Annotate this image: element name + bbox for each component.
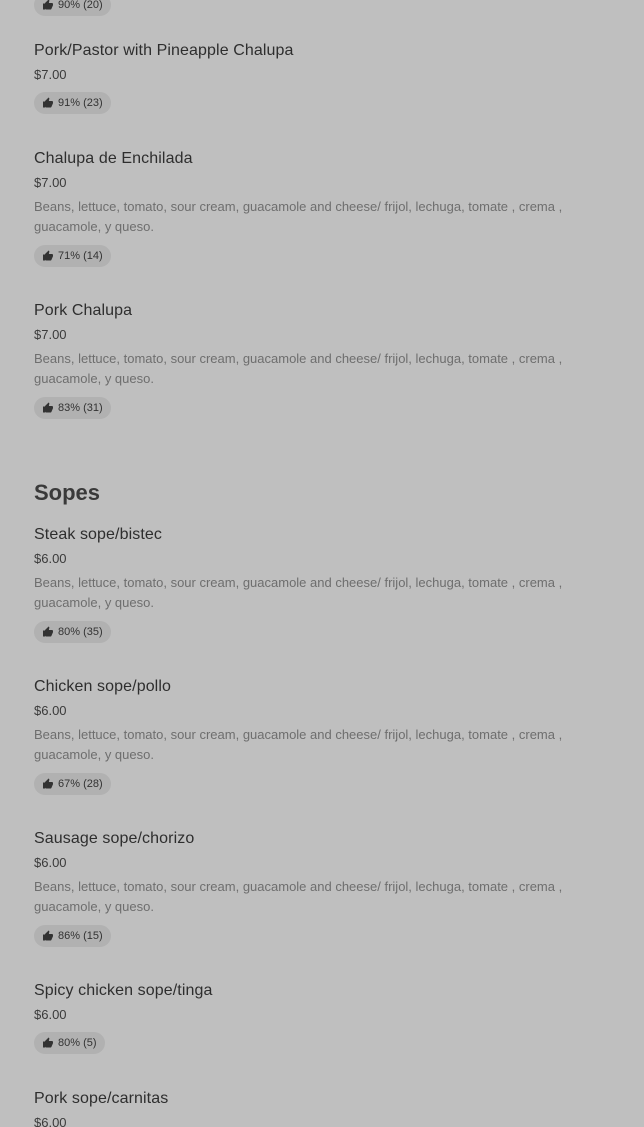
menu-item[interactable] [34, 829, 618, 947]
item-description: Beans, lettuce, tomato, sour cream, guacamole and cheese/ frijol, lechuga, tomate , crema , guacamole, y queso. [34, 351, 563, 386]
thumbs-up-icon [42, 250, 54, 262]
item-price: $6.00 [34, 551, 67, 566]
rating-text: 71% (14) [58, 250, 103, 262]
item-name: Sausage sope/chorizo [34, 830, 195, 847]
item-description: Beans, lettuce, tomato, sour cream, guacamole and cheese/ frijol, lechuga, tomate , crema , guacamole, y queso. [34, 575, 563, 610]
item-name: Steak sope/bistec [34, 526, 162, 543]
rating-badge [34, 621, 111, 643]
rating-badge [34, 397, 111, 419]
item-price: $7.00 [34, 175, 67, 190]
item-price: $7.00 [34, 327, 67, 342]
menu-item[interactable] [34, 149, 618, 267]
item-name: Pork sope/carnitas [34, 1090, 169, 1107]
item-description: Beans, lettuce, tomato, sour cream, guacamole and cheese/ frijol, lechuga, tomate , crema , guacamole, y queso. [34, 199, 563, 234]
item-name: Pork Chalupa [34, 302, 133, 319]
rating-text: 80% (35) [58, 626, 103, 638]
item-price: $6.00 [34, 703, 67, 718]
rating-text: 91% (23) [58, 97, 103, 109]
thumbs-up-icon [42, 97, 54, 109]
item-price: $6.00 [34, 855, 67, 870]
rating-badge [34, 1032, 105, 1054]
thumbs-up-icon [42, 1037, 54, 1049]
section-title: Sopes [34, 480, 101, 505]
section-header [34, 479, 618, 521]
menu-item[interactable] [34, 301, 618, 419]
item-price: $7.00 [34, 67, 67, 82]
rating-text: 67% (28) [58, 778, 103, 790]
rating-badge [34, 0, 111, 16]
menu-item[interactable] [34, 41, 618, 114]
rating-text: 90% (20) [58, 0, 103, 11]
item-description: Beans, lettuce, tomato, sour cream, guacamole and cheese/ frijol, lechuga, tomate , crema , guacamole, y queso. [34, 727, 563, 762]
thumbs-up-icon [42, 626, 54, 638]
previous-item-partial[interactable] [34, 0, 618, 16]
thumbs-up-icon [42, 930, 54, 942]
menu-item[interactable] [34, 1089, 618, 1127]
item-name: Pork/Pastor with Pineapple Chalupa [34, 42, 294, 59]
rating-badge [34, 92, 111, 114]
thumbs-up-icon [42, 0, 54, 11]
rating-badge [34, 245, 111, 267]
item-price: $6.00 [34, 1007, 67, 1022]
menu-item[interactable] [34, 525, 618, 643]
item-name: Spicy chicken sope/tinga [34, 982, 213, 999]
rating-text: 80% (5) [58, 1037, 97, 1049]
item-name: Chicken sope/pollo [34, 678, 171, 695]
rating-badge [34, 773, 111, 795]
menu-item[interactable] [34, 677, 618, 795]
rating-text: 83% (31) [58, 402, 103, 414]
rating-text: 86% (15) [58, 930, 103, 942]
item-price: $6.00 [34, 1115, 67, 1127]
thumbs-up-icon [42, 778, 54, 790]
item-description: Beans, lettuce, tomato, sour cream, guacamole and cheese/ frijol, lechuga, tomate , crema , guacamole, y queso. [34, 879, 563, 914]
menu-item[interactable] [34, 981, 618, 1054]
thumbs-up-icon [42, 402, 54, 414]
item-name: Chalupa de Enchilada [34, 150, 193, 167]
rating-badge [34, 925, 111, 947]
